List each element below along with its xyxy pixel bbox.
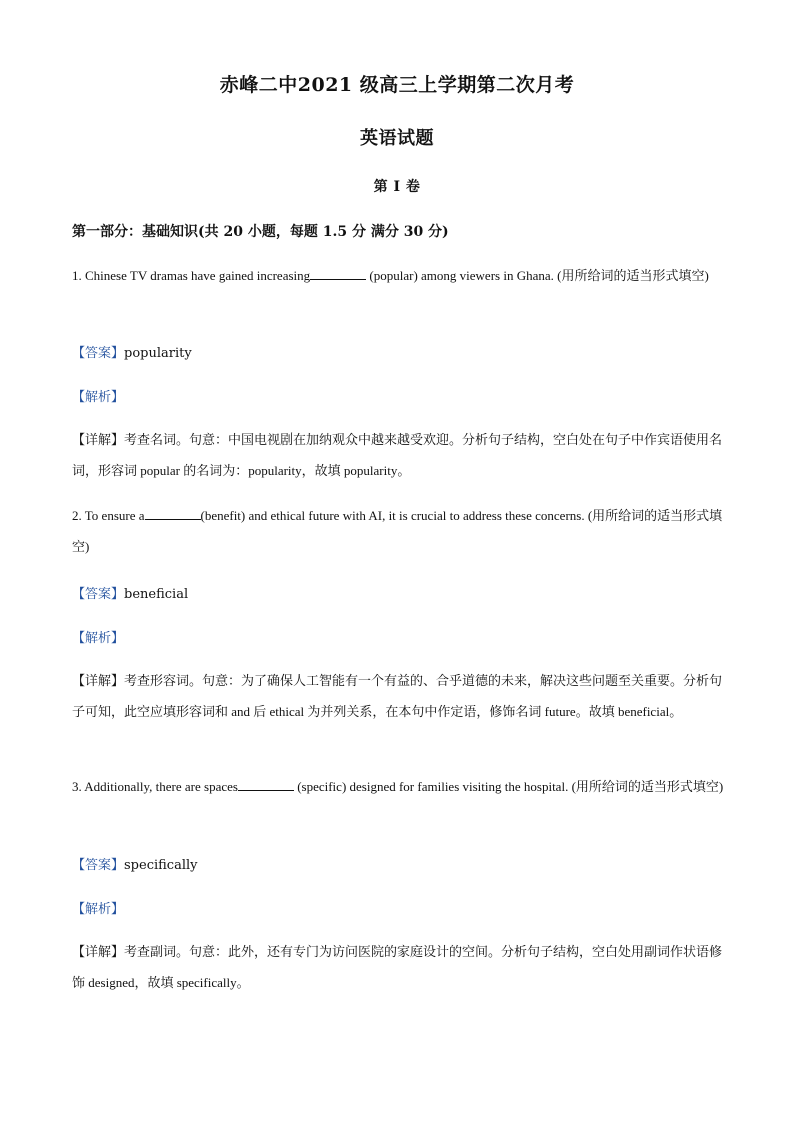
answer-line-3 — [72, 854, 198, 873]
answer-line-2 — [72, 583, 188, 602]
analysis-tag-1: 【解析】 — [72, 390, 125, 405]
answer-line-1 — [72, 342, 192, 361]
question-1 — [72, 260, 724, 291]
question-text-pre: 1. Chinese TV dramas have gained increasing — [72, 268, 311, 283]
analysis-tag-3: 【解析】 — [72, 902, 125, 917]
answer-tag: 【答案】 — [72, 587, 125, 602]
question-3 — [72, 771, 724, 802]
question-text-post: (popular) among viewers in Ghana. (用所给词的适当形式填空) — [366, 268, 709, 283]
analysis-tag-2: 【解析】 — [72, 631, 125, 646]
answer-tag: 【答案】 — [72, 346, 125, 361]
answer-value: popularity — [124, 346, 192, 361]
detail-text: 考查形容词。句意：为了确保人工智能有一个有益的、合乎道德的未来，解决这些问题至关重要。分析句子可知，此空应填形容词和 and 后 ethical 为并列关系，在本句中作定语，修饰名词 future。故填 beneficial。 — [72, 673, 723, 719]
volume-label: 第 I 卷 — [373, 179, 421, 195]
exam-title: 赤峰二中2021 级高三上学期第二次月考 — [219, 74, 575, 96]
question-text-pre: 3. Additionally, there are spaces — [72, 779, 238, 794]
answer-blank — [238, 778, 294, 791]
question-text-pre: 2. To ensure a — [72, 508, 145, 523]
answer-value: specifically — [124, 858, 198, 873]
answer-tag: 【答案】 — [72, 858, 125, 873]
detail-tag: 【详解】 — [72, 944, 125, 959]
exam-subtitle: 英语试题 — [360, 128, 434, 149]
detail-tag: 【详解】 — [72, 432, 125, 447]
answer-blank — [145, 507, 201, 520]
detail-text: 考查副词。句意：此外，还有专门为访问医院的家庭设计的空间。分析句子结构，空白处用副词作状语修饰 designed，故填 specifically。 — [72, 944, 723, 990]
answer-value: beneficial — [124, 587, 189, 602]
question-2 — [72, 500, 724, 562]
detail-2 — [72, 665, 724, 727]
detail-tag: 【详解】 — [72, 673, 125, 688]
detail-1 — [72, 424, 724, 486]
answer-blank — [310, 267, 366, 280]
question-text-post: (benefit) and ethical future with AI, it is crucial to address these concerns. (用所给词的适当形式填空) — [72, 508, 723, 554]
section-heading: 第一部分：基础知识(共 20 小题，每题 1.5 分 满分 30 分) — [72, 224, 449, 240]
detail-3 — [72, 936, 724, 998]
question-text-post: (specific) designed for families visiting the hospital. (用所给词的适当形式填空) — [293, 779, 724, 794]
detail-text: 考查名词。句意：中国电视剧在加纳观众中越来越受欢迎。分析句子结构，空白处在句子中作宾语使用名词，形容词 popular 的名词为：popularity，故填 popularity。 — [72, 432, 723, 478]
